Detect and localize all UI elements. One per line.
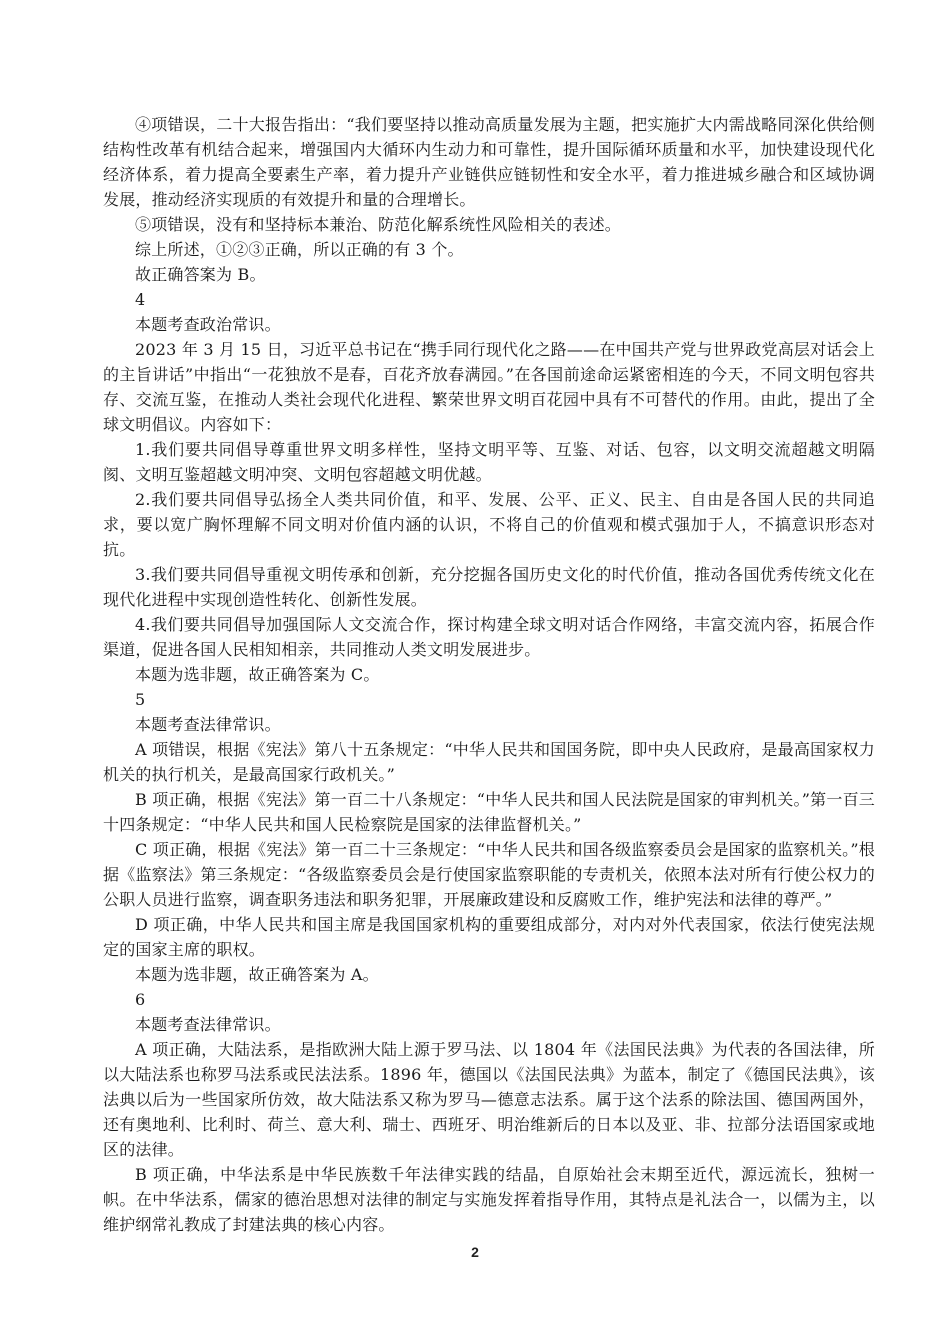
paragraph-11: 4.我们要共同倡导加强国际人文交流合作，探讨构建全球文明对话合作网络，丰富交流内容，拓展合作渠道，促进各国人民相知相亲，共同推动人类文明发展进步。 bbox=[103, 615, 875, 659]
paragraph-21: 本题考查法律常识。 bbox=[135, 1015, 281, 1034]
paragraph-23: B 项正确，中华法系是中华民族数千年法律实践的结晶，自原始社会末期至近代，源远流长，独树一帜。在中华法系，儒家的德治思想对法律的制定与实施发挥着指导作用，其特点是礼法合一，以儒为主，以维护纲常礼教成了封建法典的核心内容。 bbox=[103, 1165, 875, 1234]
paragraph-16: B 项正确，根据《宪法》第一百二十八条规定：“中华人民共和国人民法院是国家的审判机关。”第一百三十四条规定：“中华人民共和国人民检察院是国家的法律监督机关。” bbox=[103, 790, 875, 834]
paragraph-22: A 项正确，大陆法系，是指欧洲大陆上源于罗马法、以 1804 年《法国民法典》为代表的各国法律，所以大陆法系也称罗马法系或民法法系。1896 年，德国以《法国民法典》为蓝本，制定了《德国民法典》，该法典以后为一些国家所仿效，故大陆法系又称为罗马—德意志法系。属于这个法系的除法国、德国两国外，还有奥地利、比利时、荷兰、意大利、瑞士、西班牙、明治维新后的日本以及亚、非、拉部分法语国家或地区的法律。 bbox=[103, 1040, 875, 1159]
paragraph-1: ④项错误，二十大报告指出：“我们要坚持以推动高质量发展为主题，把实施扩大内需战略同深化供给侧结构性改革有机结合起来，增强国内大循环内生动力和可靠性，提升国际循环质量和水平，加快建设现代化经济体系，着力提高全要素生产率，着力提升产业链供应链韧性和安全水平，着力推进城乡融合和区域协调发展，推动经济实现质的有效提升和量的合理增长。 bbox=[103, 115, 875, 209]
question-number-5: 5 bbox=[135, 690, 146, 709]
paragraph-9: 2.我们要共同倡导弘扬全人类共同价值，和平、发展、公平、正义、民主、自由是各国人民的共同追求，要以宽广胸怀理解不同文明对价值内涵的认识，不将自己的价值观和模式强加于人，不搞意识形态对抗。 bbox=[103, 490, 875, 559]
paragraph-10: 3.我们要共同倡导重视文明传承和创新，充分挖掘各国历史文化的时代价值，推动各国优秀传统文化在现代化进程中实现创造性转化、创新性发展。 bbox=[103, 565, 875, 609]
paragraph-2: ⑤项错误，没有和坚持标本兼治、防范化解系统性风险相关的表述。 bbox=[135, 215, 622, 234]
paragraph-19: 本题为选非题，故正确答案为 A。 bbox=[135, 965, 379, 984]
paragraph-8: 1.我们要共同倡导尊重世界文明多样性，坚持文明平等、互鉴、对话、包容，以文明交流超越文明隔阂、文明互鉴超越文明冲突、文明包容超越文明优越。 bbox=[103, 440, 875, 484]
question-number-6: 6 bbox=[135, 990, 146, 1009]
paragraph-17: C 项正确，根据《宪法》第一百二十三条规定：“中华人民共和国各级监察委员会是国家的监察机关。”根据《监察法》第三条规定：“各级监察委员会是行使国家监察职能的专责机关，依照本法对所有行使公权力的公职人员进行监察，调查职务违法和职务犯罪，开展廉政建设和反腐败工作，维护宪法和法律的尊严。” bbox=[103, 840, 875, 909]
document-body bbox=[103, 112, 875, 1237]
page-number: 2 bbox=[471, 1244, 479, 1260]
paragraph-3: 综上所述，①②③正确，所以正确的有 3 个。 bbox=[135, 240, 464, 259]
paragraph-14: 本题考查法律常识。 bbox=[135, 715, 281, 734]
paragraph-15: A 项错误，根据《宪法》第八十五条规定：“中华人民共和国国务院，即中央人民政府，是最高国家权力机关的执行机关，是最高国家行政机关。” bbox=[103, 740, 875, 784]
paragraph-12: 本题为选非题，故正确答案为 C。 bbox=[135, 665, 380, 684]
paragraph-4: 故正确答案为 B。 bbox=[135, 265, 266, 284]
paragraph-18: D 项正确，中华人民共和国主席是我国国家机构的重要组成部分，对内对外代表国家，依法行使宪法规定的国家主席的职权。 bbox=[103, 915, 875, 959]
paragraph-6: 本题考查政治常识。 bbox=[135, 315, 281, 334]
question-number-4: 4 bbox=[135, 290, 146, 309]
paragraph-7: 2023 年 3 月 15 日，习近平总书记在“携手同行现代化之路——在中国共产党与世界政党高层对话会上的主旨讲话”中指出“一花独放不是春，百花齐放春满园。”在各国前途命运紧密相连的今天，不同文明包容共存、交流互鉴，在推动人类社会现代化进程、繁荣世界文明百花园中具有不可替代的作用。由此，提出了全球文明倡议。内容如下： bbox=[103, 340, 875, 434]
